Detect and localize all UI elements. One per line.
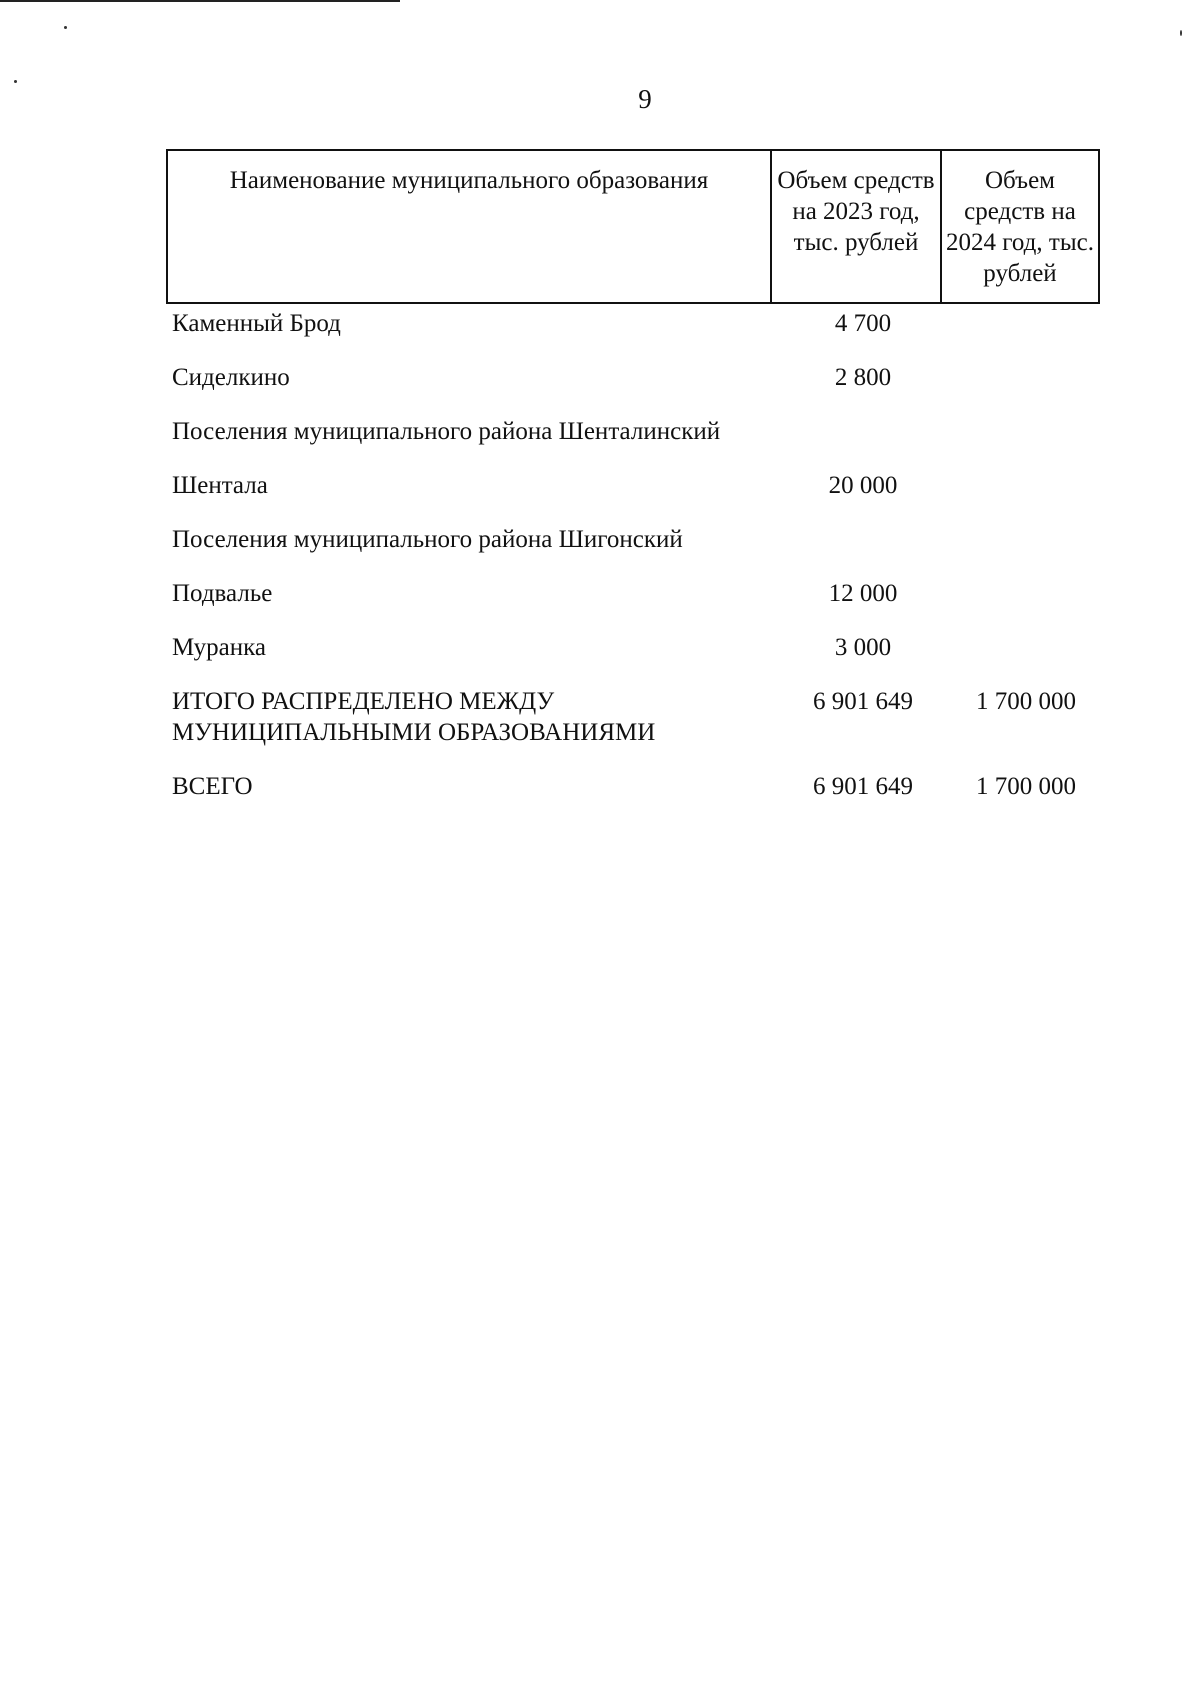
grand-total-2023: 6 901 649 [813,773,913,800]
amount-2024 [950,578,1102,609]
municipality-name: Подвалье [172,580,273,607]
total-distributed-2023: 6 901 649 [813,688,913,715]
scan-edge-line [0,0,400,2]
table-row [172,362,1102,393]
grand-total-label: ВСЕГО [172,773,253,800]
page-number: 9 [638,84,652,114]
amount-2023: 2 800 [834,364,892,391]
grand-total-2024: 1 700 000 [976,773,1076,800]
amount-2023: 4 700 [834,310,892,337]
table-row [172,470,1102,501]
scan-speck [1180,30,1182,36]
table-row [172,308,1102,339]
section-row [172,524,1102,555]
amount-2024 [950,470,1102,501]
header-municipality-name: Наименование муниципального образования [168,151,772,302]
header-amount-2024: Объем средств на 2024 год, тыс. рублей [946,167,1094,287]
amount-2024 [950,362,1102,393]
scan-speck [14,80,17,83]
amount-2023: 20 000 [828,472,898,499]
total-distributed-row [172,686,1102,748]
header-amount-2023: Объем средств на 2023 год, тыс. рублей [772,151,942,302]
section-row [172,416,1102,447]
table-header [166,149,1100,304]
amount-2023: 12 000 [828,580,898,607]
table-body [172,308,1102,825]
section-title: Поселения муниципального района Шенталинский [172,418,721,445]
amount-2024 [950,632,1102,663]
total-distributed-label: ИТОГО РАСПРЕДЕЛЕНО МЕЖДУ МУНИЦИПАЛЬНЫМИ ОБРАЗОВАНИЯМИ [172,688,656,746]
table-row [172,632,1102,663]
grand-total-row [172,771,1102,802]
table-row [172,578,1102,609]
municipality-name: Муранка [172,634,266,661]
scan-speck [64,26,67,29]
total-distributed-2024: 1 700 000 [976,688,1076,715]
amount-2023: 3 000 [834,634,892,661]
amount-2024 [950,308,1102,339]
municipality-name: Каменный Брод [172,310,341,337]
municipality-name: Шентала [172,472,268,499]
municipality-name: Сиделкино [172,364,290,391]
section-title: Поселения муниципального района Шигонский [172,526,683,553]
